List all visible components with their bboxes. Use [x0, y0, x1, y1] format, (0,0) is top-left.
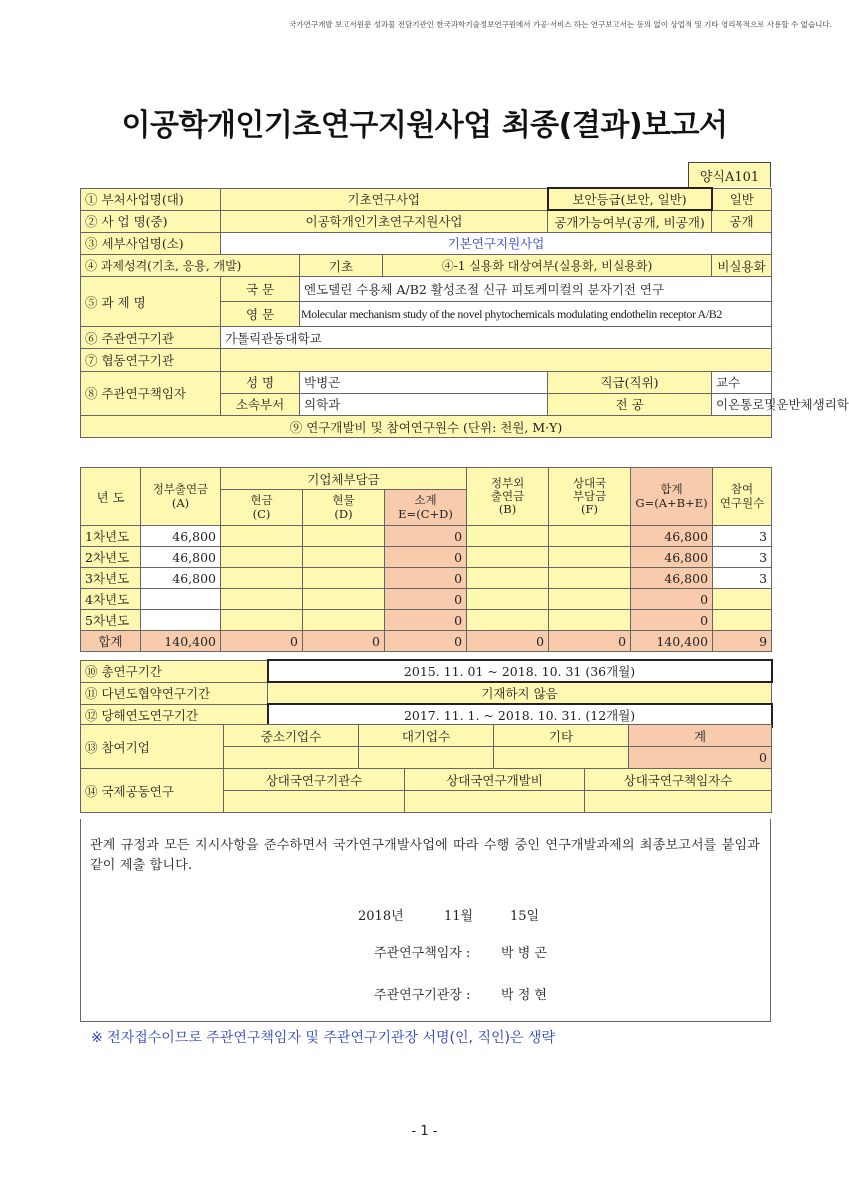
budget-cell-gov: [141, 589, 221, 610]
budget-cell-other: [467, 526, 549, 547]
pi-name: 박병곤: [300, 371, 548, 393]
dept-program-value: 기초연구사업: [221, 188, 548, 210]
budget-cell-cash: 0: [221, 631, 303, 652]
budget-cell-cash: [221, 547, 303, 568]
budget-cell-kind: [303, 547, 385, 568]
sub-program-value: 기본연구지원사업: [221, 232, 772, 254]
coop-institution-value: [221, 349, 772, 371]
budget-cell-total: 46,800: [631, 526, 713, 547]
security-level-label: 보안등급(보안, 일반): [548, 188, 712, 210]
budget-title: ⑨ 연구개발비 및 참여연구원수 (단위: 천원, M·Y): [81, 416, 772, 438]
budget-cell-cash: [221, 610, 303, 631]
budget-cell-subtotal: 0: [385, 568, 467, 589]
companies-table: [80, 724, 772, 769]
budget-cell-year: 5차년도: [81, 610, 141, 631]
col-year: 년 도: [81, 468, 141, 526]
budget-cell-total: 0: [631, 589, 713, 610]
commercial-label: ④-1 실용화 대상여부(실용화, 비실용화): [383, 255, 712, 277]
program-name-value: 이공학개인기초연구지원사업: [221, 210, 548, 232]
commercial-value: 비실용화: [712, 255, 772, 277]
intl-org-count-header: 상대국연구기관수: [224, 769, 405, 791]
budget-row: [81, 568, 772, 589]
pi-dept: 의학과: [300, 393, 548, 415]
budget-row: [81, 526, 772, 547]
budget-cell-subtotal: 0: [385, 589, 467, 610]
companies-total-value: 0: [629, 747, 772, 769]
budget-cell-kind: [303, 610, 385, 631]
budget-cell-researchers: 3: [713, 526, 772, 547]
budget-cell-gov: 46,800: [141, 526, 221, 547]
budget-cell-kind: 0: [303, 631, 385, 652]
col-corp: 기업체부담금: [221, 468, 467, 490]
budget-cell-kind: [303, 526, 385, 547]
head-sign-label: 주관연구기관장 :: [374, 988, 471, 1003]
budget-cell-gov: 46,800: [141, 568, 221, 589]
sme-value: [224, 747, 359, 769]
statement-text: 관계 규정과 모든 지시사항을 준수하면서 국가연구개발사업에 따라 수행 중인 연구개발과제의 최종보고서를 붙임과 같이 제출 합니다.: [90, 838, 760, 873]
col-partner: 상대국 부담금 (F): [549, 468, 631, 526]
budget-cell-total: 46,800: [631, 547, 713, 568]
budget-row: [81, 610, 772, 631]
budget-cell-other: [467, 547, 549, 568]
budget-cell-cash: [221, 568, 303, 589]
form-code: 양식A101: [688, 162, 771, 187]
total-period-label: ⑩ 총연구기간: [81, 660, 268, 682]
etc-header: 기타: [494, 725, 629, 747]
coop-institution-label: ⑦ 협동연구기관: [81, 349, 221, 371]
budget-cell-total: 46,800: [631, 568, 713, 589]
pi-name-label: 성 명: [221, 371, 300, 393]
etc-value: [494, 747, 629, 769]
budget-table: [80, 467, 772, 652]
budget-cell-kind: [303, 589, 385, 610]
budget-cell-cash: [221, 589, 303, 610]
footnote: ※ 전자접수이므로 주관연구책임자 및 주관연구기관장 서명(인, 직인)은 생략: [91, 1030, 555, 1046]
col-researchers: 참여 연구원수: [713, 468, 772, 526]
companies-total-header: 계: [629, 725, 772, 747]
budget-cell-researchers: 9: [713, 631, 772, 652]
pi-major: 이온통로및운반체생리학: [712, 393, 772, 415]
head-sign-name: 박 정 현: [501, 988, 547, 1003]
budget-cell-researchers: [713, 610, 772, 631]
disclosure-label: 공개가능여부(공개, 비공개): [548, 210, 712, 232]
budget-cell-other: [467, 568, 549, 589]
dept-program-label: ① 부처사업명(대): [81, 188, 221, 210]
budget-cell-subtotal: 0: [385, 526, 467, 547]
budget-cell-gov: 140,400: [141, 631, 221, 652]
pi-label: ⑧ 주관연구책임자: [81, 371, 221, 415]
col-kind: 현물 (D): [303, 490, 385, 526]
budget-cell-year: 2차년도: [81, 547, 141, 568]
budget-cell-other: [467, 610, 549, 631]
project-title-eng: Molecular mechanism study of the novel phytochemicals modulating endothelin receptor A/B2: [300, 302, 772, 327]
total-period-value: 2015. 11. 01 ~ 2018. 10. 31 (36개월): [268, 660, 772, 682]
budget-cell-total: 0: [631, 610, 713, 631]
col-gov: 정부출연금 (A): [141, 468, 221, 526]
budget-cell-partner: [549, 589, 631, 610]
pi-dept-label: 소속부서: [221, 393, 300, 415]
intl-pi-count-value: [585, 791, 772, 813]
budget-cell-other: [467, 589, 549, 610]
date-month: 11월: [444, 909, 474, 924]
multi-period-label: ⑪ 다년도협약연구기간: [81, 682, 268, 704]
col-other-gov: 정부외 출연금 (B): [467, 468, 549, 526]
project-title-label: ⑤ 과 제 명: [81, 277, 221, 327]
intl-table: [80, 768, 772, 813]
budget-cell-researchers: 3: [713, 547, 772, 568]
date-day: 15일: [510, 909, 540, 924]
project-type-label: ④ 과제성격(기초, 응용, 개발): [81, 255, 300, 277]
current-period-label: ⑫ 당해연도연구기간: [81, 704, 268, 726]
pi-sign-name: 박 병 곤: [501, 946, 547, 961]
budget-cell-cash: [221, 526, 303, 547]
project-type-value: 기초: [300, 255, 383, 277]
budget-row: [81, 589, 772, 610]
multi-period-value: 기재하지 않음: [268, 682, 772, 704]
program-name-label: ② 사 업 명(중): [81, 210, 221, 232]
intl-org-count-value: [224, 791, 405, 813]
project-title-eng-label: 영 문: [221, 302, 300, 327]
security-level-value: 일반: [712, 188, 772, 210]
host-institution-value: 가톨릭관동대학교: [221, 327, 772, 349]
page-number: - 1 -: [411, 1124, 438, 1139]
intl-label: ⑭ 국제공동연구: [81, 769, 224, 813]
budget-cell-subtotal: 0: [385, 631, 467, 652]
companies-label: ⑬ 참여기업: [81, 725, 224, 769]
col-total: 합계 G=(A+B+E): [631, 468, 713, 526]
budget-row: [81, 547, 772, 568]
budget-cell-year: 합계: [81, 631, 141, 652]
budget-sum-row: [81, 631, 772, 652]
budget-cell-other: 0: [467, 631, 549, 652]
budget-cell-partner: 0: [549, 631, 631, 652]
col-subtotal: 소계 E=(C+D): [385, 490, 467, 526]
pi-position: 교수: [712, 371, 772, 393]
sme-header: 중소기업수: [224, 725, 359, 747]
budget-cell-partner: [549, 526, 631, 547]
budget-cell-year: 4차년도: [81, 589, 141, 610]
col-cash: 현금 (C): [221, 490, 303, 526]
budget-cell-subtotal: 0: [385, 610, 467, 631]
copyright-notice: 국가연구개발 보고서원문 성과물 전담기관인 한국과학기술정보연구원에서 가공·서비스 하는 연구보고서는 동의 없이 상업적 및 기타 영리목적으로 사용할 수 없습니다.: [289, 20, 832, 29]
project-title-kor: 엔도델린 수용체 A/B2 활성조절 신규 피토케미컬의 분자기전 연구: [300, 277, 772, 302]
budget-cell-gov: [141, 610, 221, 631]
project-title-kor-label: 국 문: [221, 277, 300, 302]
budget-cell-total: 140,400: [631, 631, 713, 652]
disclosure-value: 공개: [712, 210, 772, 232]
budget-cell-kind: [303, 568, 385, 589]
pi-sign-label: 주관연구책임자 :: [374, 946, 471, 961]
date-year: 2018년: [358, 909, 404, 924]
page-title: 이공학개인기초연구지원사업 최종(결과)보고서: [121, 108, 728, 143]
report-form-table: [80, 187, 849, 438]
large-header: 대기업수: [359, 725, 494, 747]
budget-cell-partner: [549, 568, 631, 589]
budget-cell-year: 3차년도: [81, 568, 141, 589]
pi-major-label: 전 공: [548, 393, 712, 415]
budget-cell-year: 1차년도: [81, 526, 141, 547]
large-value: [359, 747, 494, 769]
budget-cell-researchers: 3: [713, 568, 772, 589]
budget-cell-gov: 46,800: [141, 547, 221, 568]
host-institution-label: ⑥ 주관연구기관: [81, 327, 221, 349]
budget-cell-subtotal: 0: [385, 547, 467, 568]
sub-program-label: ③ 세부사업명(소): [81, 232, 221, 254]
period-table: [80, 659, 773, 728]
current-period-value: 2017. 11. 1. ~ 2018. 10. 31. (12개월): [268, 704, 772, 726]
pi-position-label: 직급(직위): [548, 371, 712, 393]
budget-cell-partner: [549, 610, 631, 631]
intl-budget-header: 상대국연구개발비: [405, 769, 585, 791]
budget-cell-researchers: [713, 589, 772, 610]
intl-budget-value: [405, 791, 585, 813]
intl-pi-count-header: 상대국연구책임자수: [585, 769, 772, 791]
budget-cell-partner: [549, 547, 631, 568]
